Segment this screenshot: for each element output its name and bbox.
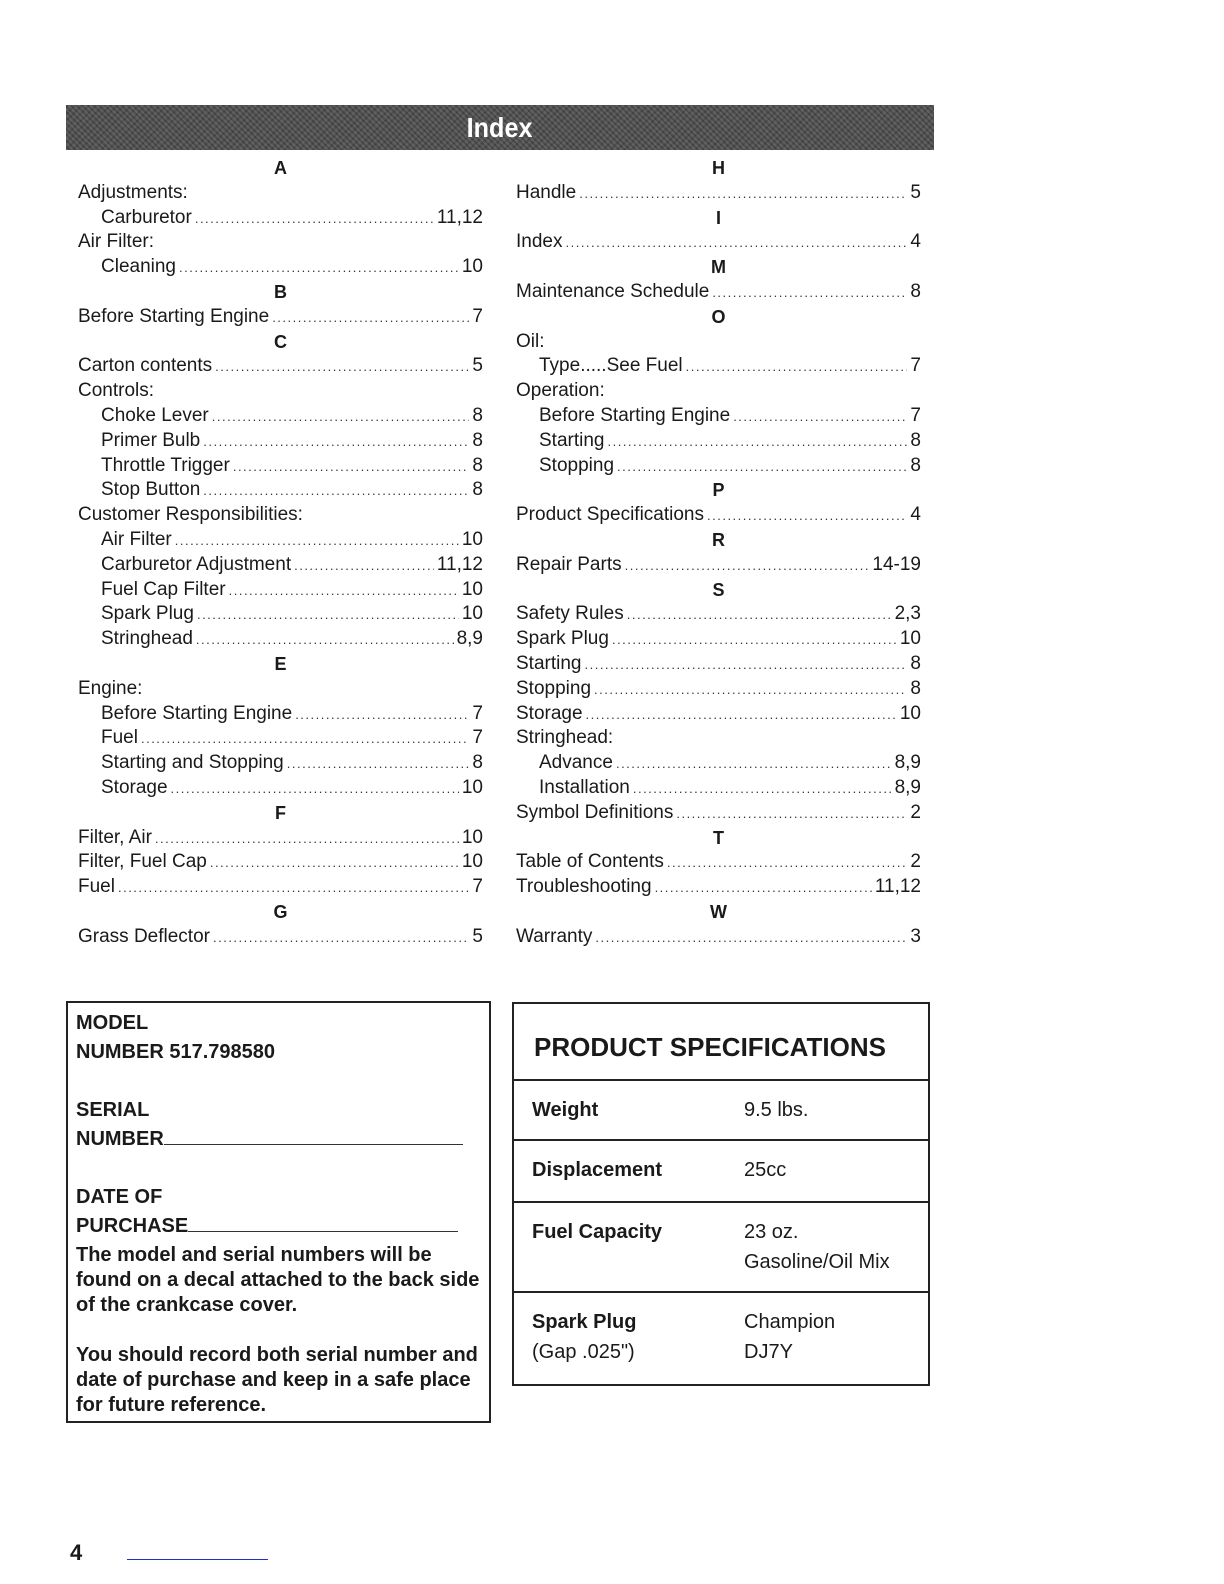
dot-leader: [118, 876, 469, 901]
spec-row-weight: [514, 1081, 928, 1141]
index-entry-label: Carburetor: [101, 206, 192, 228]
index-entry-page: 7: [472, 702, 483, 724]
index-entry-label: Carburetor Adjustment: [101, 553, 292, 575]
index-entry-label: Starting: [516, 652, 582, 674]
index-entry-page: 7: [472, 876, 483, 898]
index-entry-label: Carton contents: [78, 355, 213, 377]
index-entry[interactable]: [78, 602, 483, 627]
index-group-heading: Air Filter:: [78, 231, 154, 253]
spec-row-displacement: [514, 1141, 928, 1203]
index-entry-label: Repair Parts: [516, 553, 622, 575]
index-entry[interactable]: [78, 850, 483, 875]
index-group-heading: Operation:: [516, 380, 605, 402]
spec-row-fuel-capacity: [514, 1203, 928, 1293]
index-entry-page: 8: [472, 479, 483, 501]
index-entry-page: 8: [472, 404, 483, 426]
index-entry[interactable]: [78, 925, 483, 950]
dot-leader: [686, 355, 908, 380]
dot-leader: [141, 727, 469, 752]
index-entry[interactable]: [516, 627, 921, 652]
dot-leader: [295, 703, 469, 728]
index-entry-label: Storage: [101, 776, 168, 798]
dot-leader: [565, 231, 907, 256]
index-entry-page: 10: [899, 628, 921, 650]
index-entry-label: Fuel: [101, 727, 138, 749]
index-column-right: [516, 156, 921, 950]
index-letter-heading: C: [274, 331, 287, 352]
spec-name: Weight: [532, 1099, 599, 1121]
dot-leader: [155, 827, 459, 852]
index-entry-page: 14-19: [872, 553, 921, 575]
index-entry[interactable]: [78, 478, 483, 503]
index-entry-label: Stopping: [516, 677, 592, 699]
index-entry-page: 11,12: [436, 553, 483, 575]
index-entry-label: Throttle Trigger: [101, 454, 230, 476]
dot-leader: [287, 752, 470, 777]
dot-leader: [625, 554, 870, 579]
index-entry-page: 8,9: [894, 776, 921, 798]
index-entry-page: 8: [910, 652, 921, 674]
index-entry[interactable]: [516, 429, 921, 454]
index-group-heading: Oil:: [516, 330, 545, 352]
index-letter-heading: G: [273, 901, 288, 922]
index-entry-label: Stringhead: [101, 628, 193, 650]
index-entry[interactable]: [516, 404, 921, 429]
index-entry[interactable]: [516, 454, 921, 479]
dot-leader: [233, 455, 470, 480]
index-letter-heading: W: [710, 901, 727, 922]
record-box: [66, 1001, 491, 1423]
index-entry[interactable]: [516, 776, 921, 801]
index-entry-page: 8: [472, 454, 483, 476]
index-entry[interactable]: [516, 751, 921, 776]
index-entry-page: 2: [910, 851, 921, 873]
index-entry-page: 3: [910, 925, 921, 947]
dot-leader: [667, 851, 908, 876]
dot-leader: [607, 430, 907, 455]
index-entry[interactable]: [516, 230, 921, 255]
index-entry[interactable]: [78, 776, 483, 801]
index-entry-label: Maintenance Schedule: [516, 280, 710, 302]
dot-leader: [197, 603, 459, 628]
index-entry-label: Spark Plug: [516, 628, 609, 650]
index-entry-page: 10: [461, 603, 483, 625]
index-entry-label: Cleaning: [101, 256, 176, 278]
index-entry[interactable]: [78, 528, 483, 553]
decal-note: The model and serial numbers will be found on a decal attached to the back side of the crankcase cover.: [76, 1244, 480, 1316]
index-entry-page: 7: [910, 355, 921, 377]
index-letter-heading: A: [274, 158, 287, 178]
index-entry-page: 8: [910, 280, 921, 302]
serial-label-line1: SERIAL: [76, 1099, 150, 1121]
index-entry-label: Choke Lever: [101, 404, 209, 426]
dot-leader: [213, 926, 469, 951]
index-entry-label: Table of Contents: [516, 851, 664, 873]
index-entry-label: Fuel Cap Filter: [101, 578, 226, 600]
index-entry[interactable]: [516, 801, 921, 826]
index-entry[interactable]: [516, 702, 921, 727]
index-group-heading: Engine:: [78, 677, 143, 699]
index-entry[interactable]: [516, 354, 921, 379]
index-letter-heading: F: [275, 802, 286, 823]
page-number: 4: [70, 1540, 83, 1565]
index-entry-label: Symbol Definitions: [516, 801, 674, 823]
spec-value: 25cc: [744, 1159, 787, 1181]
index-entry-page: 5: [472, 925, 483, 947]
index-letter-heading: O: [711, 306, 726, 327]
dot-leader: [633, 777, 892, 802]
model-label-line1: MODEL: [76, 1012, 149, 1034]
index-letter-heading: H: [712, 158, 725, 178]
index-entry-page: 10: [461, 256, 483, 278]
index-entry[interactable]: [516, 850, 921, 875]
index-letter-heading: I: [715, 207, 721, 228]
index-entry-label: Stop Button: [101, 479, 201, 501]
index-entry[interactable]: [516, 875, 921, 900]
index-entry-page: 4: [910, 504, 921, 526]
index-entry[interactable]: [78, 354, 483, 379]
index-entry[interactable]: [78, 553, 483, 578]
serial-number-blank[interactable]: [164, 1143, 463, 1145]
dot-leader: [175, 529, 459, 554]
index-entry[interactable]: [78, 627, 483, 652]
index-entry-label: Before Starting Engine: [101, 702, 293, 724]
index-entry[interactable]: [78, 429, 483, 454]
index-entry-label: Advance: [539, 752, 613, 774]
index-entry-page: 10: [899, 702, 921, 724]
index-letter-heading: S: [712, 579, 725, 600]
dot-leader: [212, 405, 470, 430]
index-entry[interactable]: [516, 677, 921, 702]
index-entry-label: Spark Plug: [101, 603, 194, 625]
date-label-line2: PURCHASE: [76, 1215, 189, 1237]
dot-leader: [733, 405, 907, 430]
index-entry[interactable]: [516, 925, 921, 950]
index-entry-label: Filter, Air: [78, 826, 152, 848]
dot-leader: [594, 678, 907, 703]
spec-name: Fuel Capacity: [532, 1221, 663, 1243]
index-entry-label: Starting and Stopping: [101, 752, 284, 774]
spec-name: Spark Plug: [532, 1311, 637, 1333]
page-title: Index: [467, 111, 533, 143]
spec-value: 9.5 lbs.: [744, 1099, 809, 1121]
dot-leader: [179, 256, 459, 281]
index-entry-page: 8,9: [894, 752, 921, 774]
spec-name: Displacement: [532, 1159, 663, 1181]
serial-label-line2: NUMBER: [76, 1128, 164, 1150]
index-entry[interactable]: [516, 602, 921, 627]
index-entry-label: Before Starting Engine: [78, 305, 270, 327]
index-entry-label: Troubleshooting: [516, 876, 652, 898]
index-entry[interactable]: [78, 454, 483, 479]
index-entry[interactable]: [78, 702, 483, 727]
index-letter-heading: E: [274, 653, 287, 674]
purchase-date-field[interactable]: [76, 1212, 481, 1241]
dot-leader: [272, 306, 469, 331]
index-entry[interactable]: [78, 875, 483, 900]
index-entry[interactable]: [516, 280, 921, 305]
index-entry-page: 8: [472, 752, 483, 774]
index-entry-page: 8: [910, 429, 921, 451]
index-entry-page: 5: [472, 355, 483, 377]
index-entry-label: Fuel: [78, 876, 115, 898]
index-entry-label: Grass Deflector: [78, 925, 210, 947]
dot-leader: [195, 207, 434, 232]
index-group-heading: Stringhead:: [516, 727, 614, 749]
index-entry-page: 10: [461, 851, 483, 873]
index-entry-label: Stopping: [539, 454, 615, 476]
dot-leader: [655, 876, 872, 901]
index-entry-page: 7: [472, 727, 483, 749]
dot-leader: [676, 802, 907, 827]
index-entry[interactable]: [516, 652, 921, 677]
index-entry-label: Starting: [539, 429, 605, 451]
spec-value: 23 oz.: [744, 1221, 799, 1243]
index-entry-page: 10: [461, 776, 483, 798]
spec-value: Champion: [744, 1311, 836, 1333]
dot-leader: [196, 628, 454, 653]
index-entry-page: 8: [910, 677, 921, 699]
index-entry-page: 5: [910, 181, 921, 203]
index-group-heading: Customer Responsibilities:: [78, 504, 303, 526]
index-column-left: [78, 156, 483, 950]
index-group-heading: Controls:: [78, 380, 155, 402]
dot-leader: [627, 603, 892, 628]
index-entry-page: 8: [910, 454, 921, 476]
index-entry-label: Before Starting Engine: [539, 404, 731, 426]
serial-number-field[interactable]: [76, 1125, 481, 1154]
index-entry-page: 10: [461, 578, 483, 600]
dot-leader: [616, 752, 892, 777]
dot-leader: [712, 281, 907, 306]
index-entry-label: Filter, Fuel Cap: [78, 851, 207, 873]
spec-value-detail: DJ7Y: [744, 1341, 793, 1363]
index-entry[interactable]: [78, 206, 483, 231]
purchase-date-blank[interactable]: [188, 1230, 458, 1232]
record-note: You should record both serial number and date of purchase and keep in a safe place for future reference.: [76, 1344, 478, 1416]
dot-leader: [215, 355, 469, 380]
index-entry-label: Air Filter: [101, 528, 172, 550]
dot-leader: [171, 777, 459, 802]
index-entry-label: Type.....See Fuel: [539, 355, 683, 377]
index-entry[interactable]: [78, 751, 483, 776]
index-entry-page: 4: [910, 231, 921, 253]
dot-leader: [210, 851, 459, 876]
index-letter-heading: B: [274, 281, 287, 302]
index-entry-label: Installation: [539, 776, 630, 798]
index-entry[interactable]: [516, 553, 921, 578]
dot-leader: [612, 628, 897, 653]
spec-row-spark-plug: [514, 1293, 928, 1383]
index-entry-page: 11,12: [436, 206, 483, 228]
index-entry[interactable]: [78, 305, 483, 330]
index-entry-page: 2,3: [894, 603, 921, 625]
product-specifications-box: [512, 1002, 930, 1386]
index-entry-page: 8: [472, 429, 483, 451]
index-letter-heading: T: [713, 827, 724, 848]
index-entry-page: 2: [910, 801, 921, 823]
dot-leader: [584, 653, 907, 678]
index-entry-label: Index: [516, 231, 563, 253]
dot-leader: [707, 504, 907, 529]
dot-leader: [586, 703, 897, 728]
dot-leader: [203, 430, 469, 455]
index-entry-label: Primer Bulb: [101, 429, 201, 451]
date-label-line1: DATE OF: [76, 1186, 163, 1208]
index-entry-label: Product Specifications: [516, 504, 704, 526]
dot-leader: [294, 554, 434, 579]
index-entry[interactable]: [78, 726, 483, 751]
index-entry[interactable]: [78, 404, 483, 429]
index-entry-page: 10: [461, 826, 483, 848]
spec-name-detail: (Gap .025"): [532, 1341, 635, 1363]
index-entry-page: 10: [461, 528, 483, 550]
index-group-heading: Adjustments:: [78, 181, 188, 203]
index-entry-page: 8,9: [456, 628, 483, 650]
footer-rule: [127, 1559, 268, 1560]
dot-leader: [595, 926, 907, 951]
index-entry[interactable]: [78, 255, 483, 280]
index-entry-label: Warranty: [516, 925, 593, 947]
index-letter-heading: P: [712, 480, 725, 501]
index-entry[interactable]: [516, 181, 921, 206]
spec-value-detail: Gasoline/Oil Mix: [744, 1251, 890, 1273]
index-entry-label: Safety Rules: [516, 603, 624, 625]
index-banner: [66, 105, 934, 150]
index-entry-label: Storage: [516, 702, 583, 724]
index-entry-label: Handle: [516, 181, 577, 203]
index-letter-heading: R: [712, 529, 725, 550]
index-entry-page: 11,12: [874, 876, 921, 898]
index-entry[interactable]: [78, 826, 483, 851]
dot-leader: [203, 479, 469, 504]
index-entry[interactable]: [516, 503, 921, 528]
dot-leader: [617, 455, 907, 480]
index-letter-heading: M: [711, 257, 726, 278]
dot-leader: [579, 182, 907, 207]
index-entry-page: 7: [910, 404, 921, 426]
index-entry[interactable]: [78, 578, 483, 603]
dot-leader: [229, 579, 459, 604]
model-number: NUMBER 517.798580: [76, 1041, 275, 1063]
specs-title: PRODUCT SPECIFICATIONS: [514, 1004, 928, 1081]
index-entry-page: 7: [472, 305, 483, 327]
